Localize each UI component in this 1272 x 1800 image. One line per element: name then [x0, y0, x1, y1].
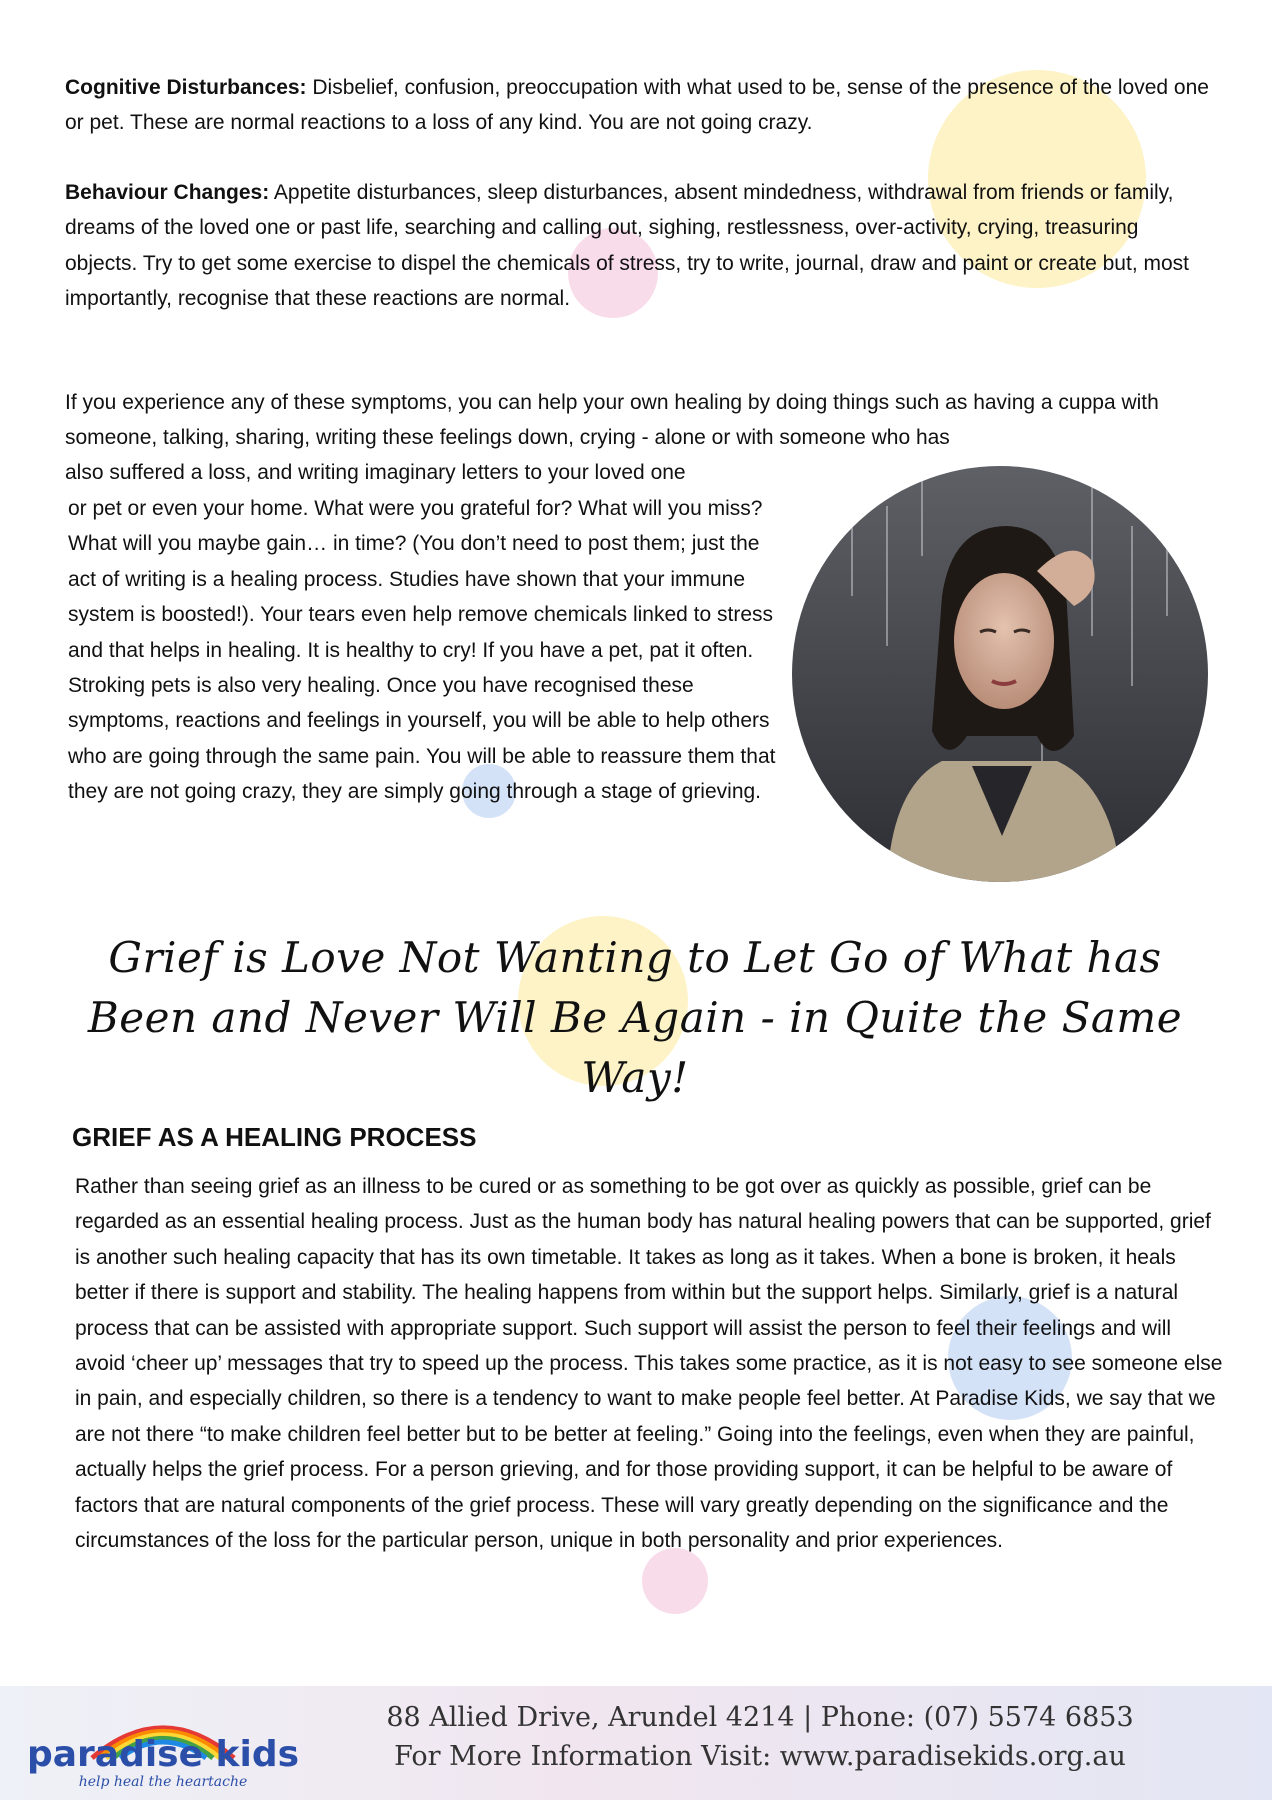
photo-illustration — [792, 466, 1208, 882]
grief-quote: Grief is Love Not Wanting to Let Go of What has Been and Never Will Be Again - in Quite the Same Way! — [87, 933, 1183, 1102]
behaviour-paragraph — [65, 175, 1215, 317]
grieving-woman-photo — [792, 466, 1208, 882]
behaviour-label: Behaviour Changes: — [65, 181, 270, 204]
healing-wrap-paragraph: or pet or even your home. What were you grateful for? What will you miss? What will you maybe gain… in time? (You don’t need to post them; just the act of writing is a healing process. Studies have shown that your immune system is boosted!). Your tears even help remove chemicals linked to stress and that helps in healing. It is healthy to cry! If you have a pet, pat it often. Stroking pets is also very healing. Once you have recognised these symptoms, reactions and feelings in yourself, you will be able to help others who are going through the same pain. You will be able to reassure them that they are not going crazy, they are simply going through a stage of grieving. — [68, 497, 776, 804]
behaviour-text: Appetite disturbances, sleep disturbances, absent mindedness, withdrawal from friends or family, dreams of the loved one or past life, searching and calling out, sighing, restlessness, over-activity, crying, treasuring objects. Try to get some exercise to dispel the chemicals of stress, try to write, journal, draw and paint or create but, most importantly, recognise that these reactions are normal. — [65, 181, 1189, 311]
section-body: Rather than seeing grief as an illness to be cured or as something to be got over as quickly as possible, grief can be regarded as an essential healing process. Just as the human body has natural healing powers that can be supported, grief is another such healing capacity that has its own timetable. It takes as long as it takes. When a bone is broken, it heals better if there is support and stability. The healing happens from within but the support helps. Similarly, grief is a natural process that can be assisted with appropriate support. Such support will assist the person to feel their feelings and will avoid ‘cheer up’ messages that try to speed up the process. This takes some practice, as it is not easy to see someone else in pain, and especially children, so there is a tendency to want to make people feel better. At Paradise Kids, we say that we are not there “to make children feel better but to be better at feeling.” Going into the feelings, even when they are painful, actually helps the grief process. For a person grieving, and for those providing support, it can be helpful to be aware of factors that are natural components of the grief process. These will vary greatly depending on the significance and the circumstances of the loss for the particular person, unique in both personality and prior experiences. — [75, 1175, 1223, 1553]
logo-tagline: help heal the heartache — [78, 1774, 248, 1790]
paradise-kids-logo[interactable] — [22, 1706, 304, 1790]
cognitive-paragraph — [65, 70, 1215, 141]
section-heading: GRIEF AS A HEALING PROCESS — [72, 1122, 477, 1152]
footer-address: 88 Allied Drive, Arundel 4214 | Phone: (07) 5574 6853 — [386, 1702, 1134, 1733]
cognitive-label: Cognitive Disturbances: — [65, 76, 307, 99]
logo-name: paradise kids — [26, 1734, 300, 1775]
footer-website[interactable]: For More Information Visit: www.paradisekids.org.au — [394, 1741, 1126, 1772]
footer-band — [0, 1686, 1272, 1800]
cognitive-text: Disbelief, confusion, preoccupation with what used to be, sense of the presence of the loved one or pet. These are normal reactions to a loss of any kind. You are not going crazy. — [65, 76, 1209, 135]
healing-intro-paragraph: If you experience any of these symptoms, you can help your own healing by doing things such as having a cuppa with someone, talking, sharing, writing these feelings down, crying - alone or with someone who has — [65, 391, 1159, 450]
healing-intro-line: also suffered a loss, and writing imaginary letters to your loved one — [65, 461, 686, 484]
